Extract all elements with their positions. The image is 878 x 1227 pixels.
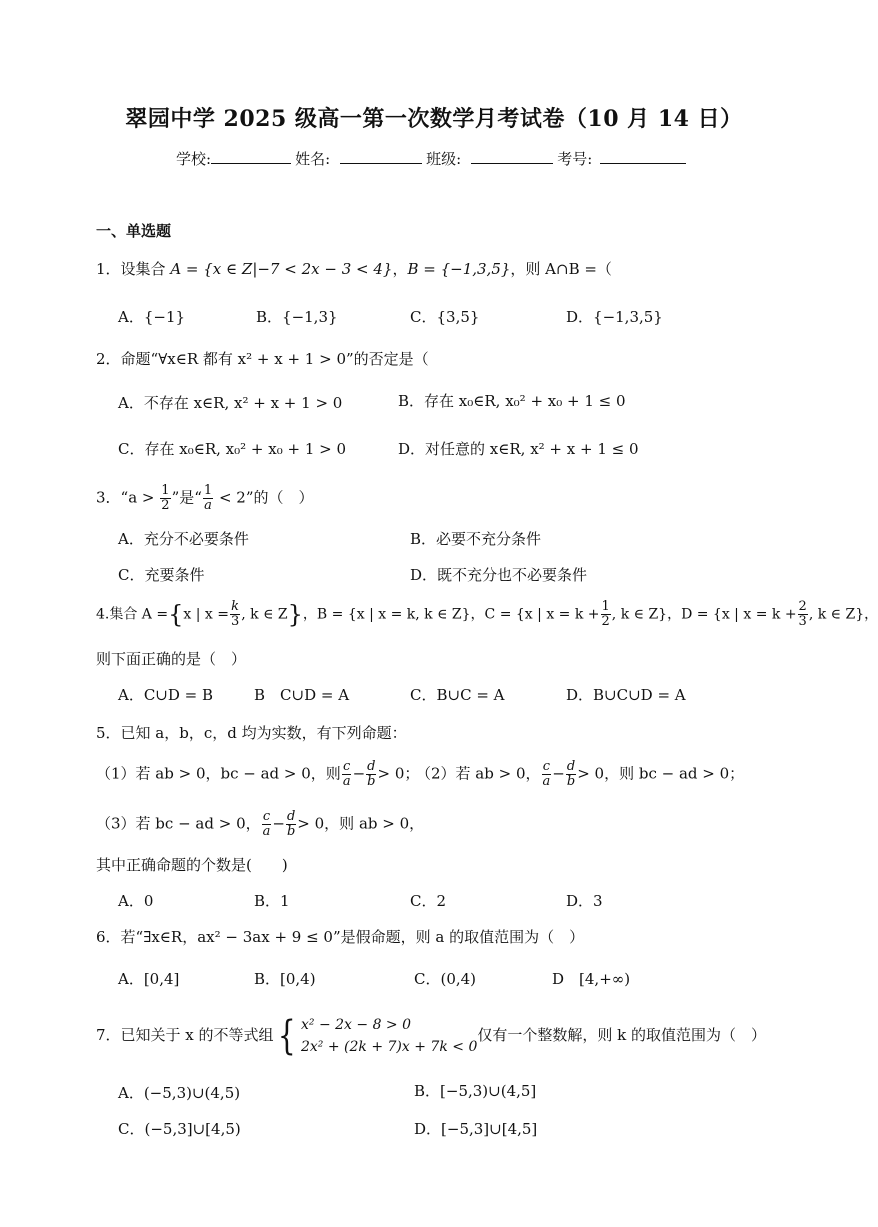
page-title: 翠园中学 2025 级高一第一次数学月考试卷（10 月 14 日） — [125, 106, 743, 132]
q4-part-3: , k ∈ Z}，D = {x | x = k + — [611, 606, 797, 623]
question-2-stem: 2．命题“∀x∈R 都有 x² + x + 1 > 0”的否定是（ — [96, 350, 429, 368]
q2-option-b: B．存在 x₀∈R, x₀² + x₀ + 1 ≤ 0 — [398, 392, 626, 410]
question-5-stem: 5．已知 a，b，c，d 均为实数，有下列命题： — [96, 724, 407, 742]
q4-fraction-c: $\frac{1}{2}$ — [601, 599, 610, 629]
class-label: 班级: — [426, 150, 462, 168]
q1-option-a: A．{−1} — [118, 308, 186, 326]
q5-option-a: A．0 — [118, 892, 154, 910]
q7-row-2: 2x² + (2k + 7)x + 7k < 0 — [301, 1039, 478, 1055]
q1-set-a: A = {x ∈ Z|−7 < 2x − 3 < 4} — [170, 260, 393, 278]
q3-fraction-2: $\frac{1}{a}$ — [203, 483, 213, 513]
q1-option-b: B．{−1,3} — [256, 308, 338, 326]
question-6-stem: 6．若“∃x∈R，ax² − 3ax + 9 ≤ 0”是假命题，则 a 的取值范围为（ ） — [96, 928, 585, 946]
q4-fraction-a: $\frac{k}{3}$ — [230, 599, 240, 629]
q1-option-c: C．{3,5} — [410, 308, 480, 326]
q1-stem-end: ，则 A∩B =（ — [510, 260, 612, 278]
q1-set-b: B = {−1,3,5} — [407, 260, 511, 278]
school-label: 学校: — [176, 150, 212, 168]
q4-part-2: ，B = {x | x = k, k ∈ Z}，C = {x | x = k + — [302, 606, 600, 623]
q6-option-a: A．[0,4] — [118, 970, 180, 988]
q5-option-b: B．1 — [254, 892, 290, 910]
q2-option-d: D．对任意的 x∈R, x² + x + 1 ≤ 0 — [398, 440, 639, 458]
question-4-stem: 4.集合 A ={x | x = $\frac{k}{3}$ , k ∈ Z}，B = {x | x = k, k ∈ Z}，C = {x | x = k + $\frac{1}{2}$ , k ∈ Z}，D = {x | x = k + $\frac{2}{3}$ , k ∈ Z}， — [96, 599, 878, 629]
q5-ask: 其中正确命题的个数是( ) — [96, 856, 288, 874]
q4-part-1: 4.集合 A = — [96, 606, 169, 623]
q4-option-d: D．B∪C∪D = A — [566, 686, 686, 704]
q5-option-c: C．2 — [410, 892, 447, 910]
section-heading: 一、单选题 — [96, 222, 172, 240]
q7-row-1: x² − 2x − 8 > 0 — [301, 1017, 412, 1033]
q1-sep: ， — [392, 260, 408, 278]
school-blank — [211, 149, 291, 164]
q1-option-d: D．{−1,3,5} — [566, 308, 663, 326]
q3-option-b: B．必要不充分条件 — [410, 530, 542, 548]
q6-option-c: C．(0,4) — [414, 970, 477, 988]
name-label: 姓名: — [295, 150, 331, 168]
q6-option-b: B．[0,4) — [254, 970, 316, 988]
q7-option-a: A．(−5,3)∪(4,5) — [118, 1084, 241, 1102]
q3-part-1: 3．“a > — [96, 488, 155, 507]
q5-statement-1: （1）若 ab > 0，bc − ad > 0，则 $\frac{c}{a}$ − $\frac{d}{b}$ > 0； — [96, 759, 420, 789]
q5-option-d: D．3 — [566, 892, 603, 910]
q7-part-2: 仅有一个整数解，则 k 的取值范围为（ ） — [477, 1026, 766, 1044]
q3-part-3: < 2”的（ ） — [218, 488, 314, 507]
question-3-stem — [96, 484, 314, 513]
q7-inequality-system: { x² − 2x − 8 > 0 2x² + (2k + 7)x + 7k < 0 — [277, 1013, 478, 1059]
q3-option-c: C．充要条件 — [118, 566, 205, 584]
q5-statement-2: （2）若 ab > 0， $\frac{c}{a}$ − $\frac{d}{b}$ > 0，则 bc − ad > 0； — [416, 759, 745, 789]
name-blank — [340, 149, 422, 164]
question-7-stem — [96, 1014, 766, 1058]
q3-option-d: D．既不充分也不必要条件 — [410, 566, 588, 584]
q2-option-a: A．不存在 x∈R, x² + x + 1 > 0 — [118, 394, 343, 412]
student-info-line — [176, 148, 690, 169]
q7-option-b: B．[−5,3)∪(4,5] — [414, 1082, 537, 1100]
q3-fraction-1: $\frac{1}{2}$ — [161, 483, 170, 513]
q7-option-d: D．[−5,3]∪[4,5] — [414, 1120, 538, 1138]
question-1-stem — [96, 258, 612, 279]
q4-left-brace: { — [168, 600, 184, 629]
q4-option-c: C．B∪C = A — [410, 686, 505, 704]
q4-part-4: , k ∈ Z}， — [808, 606, 878, 623]
question-4-line-2: 则下面正确的是（ ） — [96, 650, 247, 668]
q4-option-a: A．C∪D = B — [118, 686, 214, 704]
q4-fraction-d: $\frac{2}{3}$ — [798, 599, 807, 629]
id-label: 考号: — [557, 150, 593, 168]
q7-part-1: 7．已知关于 x 的不等式组 — [96, 1026, 274, 1044]
q4-option-b: B C∪D = A — [254, 686, 350, 704]
q4-right-brace: } — [287, 600, 303, 629]
q7-option-c: C．(−5,3]∪[4,5) — [118, 1120, 241, 1138]
q6-option-d: D [4,+∞) — [552, 970, 631, 988]
q3-part-2: ”是“ — [171, 488, 202, 507]
q3-option-a: A．充分不必要条件 — [118, 530, 249, 548]
q5-statement-3: （3）若 bc − ad > 0， $\frac{c}{a}$ − $\frac{d}{b}$ > 0，则 ab > 0， — [96, 809, 425, 839]
class-blank — [471, 149, 553, 164]
id-blank — [600, 149, 686, 164]
q2-option-c: C．存在 x₀∈R, x₀² + x₀ + 1 > 0 — [118, 440, 347, 458]
q1-stem-start: 1．设集合 — [96, 260, 171, 278]
